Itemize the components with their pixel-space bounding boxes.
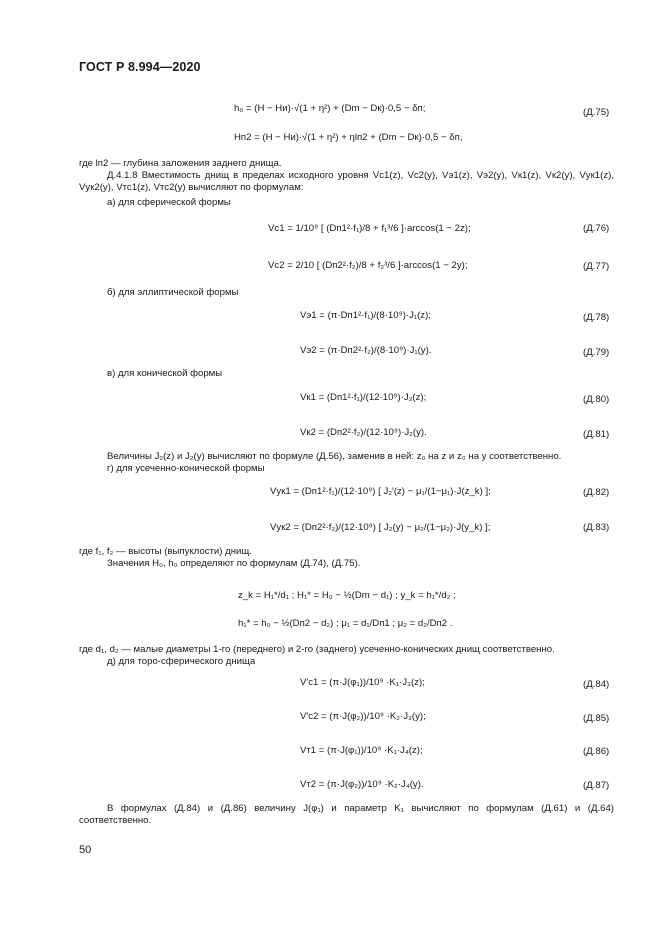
item-spherical: а) для сферической формы bbox=[107, 197, 231, 208]
formula-zk: z_k = H₁*/d₁ ; H₁* = H₀ − ½(Dm − d₁) ; y_k = h₁*/d₂ ; bbox=[238, 590, 456, 601]
paragraph-d418: Д.4.1.8 Вместимость днищ в пределах исходного уровня Vс1(z), Vс2(y), Vэ1(z), Vэ2(y), Vк1(z), Vк2(y), Vук1(z), Vук2(y), Vтс1(z), Vтс2(y) вычисляют по формулам: bbox=[79, 170, 614, 194]
formula-d76: Vс1 = 1/10⁹ [ (Dп1²·f₁)/8 + f₁³/6 ]·arccos(1 − 2z); bbox=[268, 223, 471, 234]
document-header: ГОСТ Р 8.994—2020 bbox=[79, 60, 201, 74]
formula-mu: h₁* = h₀ − ½(Dп2 − d₂) ; μ₁ = d₁/Dп1 ; μ₂ = d₂/Dп2 . bbox=[238, 618, 453, 629]
definition-f: где f₁, f₂ — высоты (выпуклости) днищ. bbox=[79, 546, 252, 557]
equation-number: (Д.76) bbox=[583, 223, 610, 234]
equation-number: (Д.80) bbox=[583, 394, 610, 405]
item-elliptical: б) для эллиптической формы bbox=[107, 287, 239, 298]
paragraph-final: В формулах (Д.84) и (Д.86) величину J(φ₁) и параметр K₁ вычисляют по формулам (Д.61) и (Д.64) соответственно. bbox=[79, 803, 614, 827]
formula-d86: Vт1 = (π·J(φ₁))/10⁹ ·K₁·J₄(z); bbox=[300, 745, 423, 756]
equation-number: (Д.81) bbox=[583, 429, 610, 440]
formula-d79: Vэ2 = (π·Dп2²·f₂)/(8·10⁹)·J₁(y). bbox=[300, 345, 432, 356]
formula-d83: Vук2 = (Dп2²·f₂)/(12·10⁹) [ J₂(y) − μ₂/(1−μ₂)·J(y_k) ]; bbox=[270, 522, 491, 533]
item-truncated-conical: г) для усеченно-конической формы bbox=[107, 463, 265, 474]
item-toro-spherical: д) для торо-сферического днища bbox=[107, 656, 256, 667]
page-number: 50 bbox=[79, 844, 92, 856]
equation-number: (Д.83) bbox=[583, 522, 610, 533]
formula-d85: V′с2 = (π·J(φ₂))/10⁹ ·K₂·J₃(y); bbox=[300, 711, 426, 722]
definition-d: где d₁, d₂ — малые диаметры 1-го (переднего) и 2-го (заднего) усеченно-конических днищ соответственно. bbox=[79, 644, 555, 655]
formula-d80: Vк1 = (Dп1²·f₁)/(12·10⁹)·J₂(z); bbox=[300, 392, 427, 403]
equation-number: (Д.86) bbox=[583, 746, 610, 757]
equation-number: (Д.75) bbox=[583, 107, 610, 118]
equation-number: (Д.79) bbox=[583, 347, 610, 358]
item-conical: в) для конической формы bbox=[107, 368, 223, 379]
paragraph-h0: Значения H₀, h₀ определяют по формулам (Д.74), (Д.75). bbox=[107, 558, 361, 569]
formula-d75-hn2: Hп2 = (H − Hи)·√(1 + η²) + ηlп2 + (Dm − Dк)·0,5 − δп, bbox=[234, 132, 463, 143]
formula-d78: Vэ1 = (π·Dп1²·f₁)/(8·10⁹)·J₁(z); bbox=[300, 310, 431, 321]
paragraph-j2: Величины J₂(z) и J₂(y) вычисляют по формуле (Д.56), заменив в ней: z₀ на z и z₀ на y соответственно. bbox=[107, 451, 562, 462]
equation-number: (Д.87) bbox=[583, 780, 610, 791]
equation-number: (Д.78) bbox=[583, 312, 610, 323]
formula-d81: Vк2 = (Dп2²·f₂)/(12·10⁹)·J₂(y). bbox=[300, 427, 427, 438]
equation-number: (Д.77) bbox=[583, 261, 610, 272]
equation-number: (Д.82) bbox=[583, 487, 610, 498]
formula-d75-h0: h₀ = (H − Hи)·√(1 + η²) + (Dm − Dк)·0,5 − δп; bbox=[234, 103, 426, 114]
formula-d87: Vт2 = (π·J(φ₂))/10⁹ ·K₂·J₄(y). bbox=[300, 779, 424, 790]
equation-number: (Д.84) bbox=[583, 679, 610, 690]
formula-d82: Vук1 = (Dп1²·f₁)/(12·10⁹) [ J₂′(z) − μ₁/(1−μ₁)·J(z_k) ]; bbox=[270, 486, 491, 497]
formula-d84: V′с1 = (π·J(φ₁))/10⁹ ·K₁·J₃(z); bbox=[300, 677, 425, 688]
equation-number: (Д.85) bbox=[583, 713, 610, 724]
formula-d77: Vс2 = 2/10 [ (Dп2²·f₂)/8 + f₂³/6 ]·arccos(1 − 2y); bbox=[268, 260, 468, 271]
definition-ln2: где lп2 — глубина заложения заднего днища. bbox=[79, 158, 282, 169]
